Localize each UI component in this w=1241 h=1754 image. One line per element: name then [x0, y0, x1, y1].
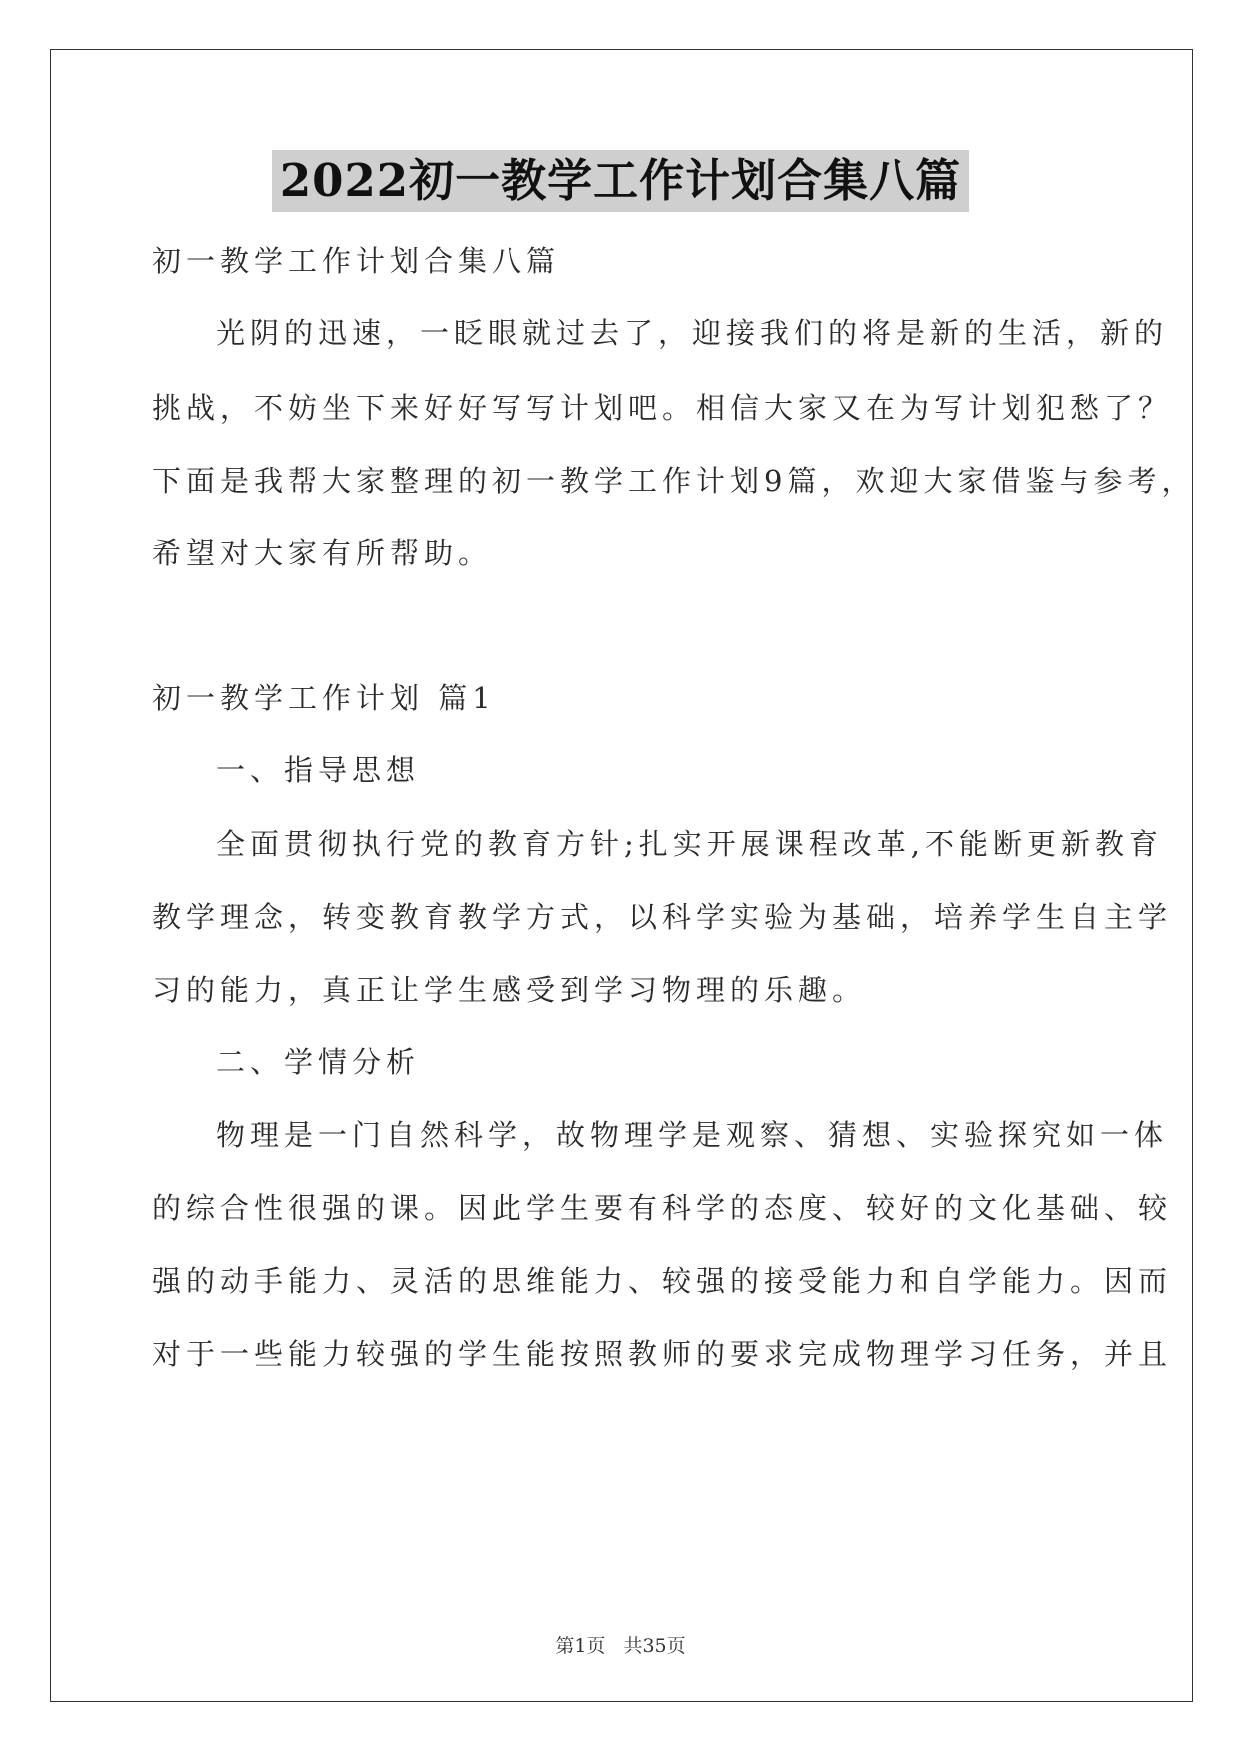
paragraph-line: 对于一些能力较强的学生能按照教师的要求完成物理学习任务，并且	[152, 1337, 1173, 1371]
paragraph-line: 全面贯彻执行党的教育方针;扎实开展课程改革,不能断更新教育	[216, 827, 1163, 861]
section-heading: 初一教学工作计划 篇1	[152, 681, 496, 715]
paragraph-line: 习的能力，真正让学生感受到学习物理的乐趣。	[152, 973, 867, 1007]
paragraph-line: 物理是一门自然科学，故物理学是观察、猜想、实验探究如一体	[216, 1118, 1169, 1152]
title-container	[0, 150, 1241, 212]
subsection-heading: 二、学情分析	[216, 1045, 421, 1079]
subtitle-line: 初一教学工作计划合集八篇	[152, 244, 561, 278]
paragraph-line: 挑战，不妨坐下来好好写写计划吧。相信大家又在为写计划犯愁了？	[152, 391, 1173, 425]
paragraph-line: 光阴的迅速，一眨眼就过去了，迎接我们的将是新的生活，新的	[216, 316, 1169, 350]
page-footer	[0, 1631, 1241, 1658]
paragraph-line: 的综合性很强的课。因此学生要有科学的态度、较好的文化基础、较	[152, 1191, 1173, 1225]
paragraph-line: 教学理念，转变教育教学方式，以科学实验为基础，培养学生自主学	[152, 900, 1173, 934]
paragraph-line: 下面是我帮大家整理的初一教学工作计划9篇，欢迎大家借鉴与参考，	[152, 464, 1196, 498]
paragraph-line: 希望对大家有所帮助。	[152, 536, 493, 570]
paragraph-line: 强的动手能力、灵活的思维能力、较强的接受能力和自学能力。因而	[152, 1264, 1173, 1298]
page-total: 共35页	[623, 1635, 686, 1657]
document-title: 2022初一教学工作计划合集八篇	[272, 150, 969, 212]
page-border	[50, 49, 1196, 1702]
page-number: 第1页	[555, 1635, 606, 1657]
subsection-heading: 一、指导思想	[216, 753, 421, 787]
